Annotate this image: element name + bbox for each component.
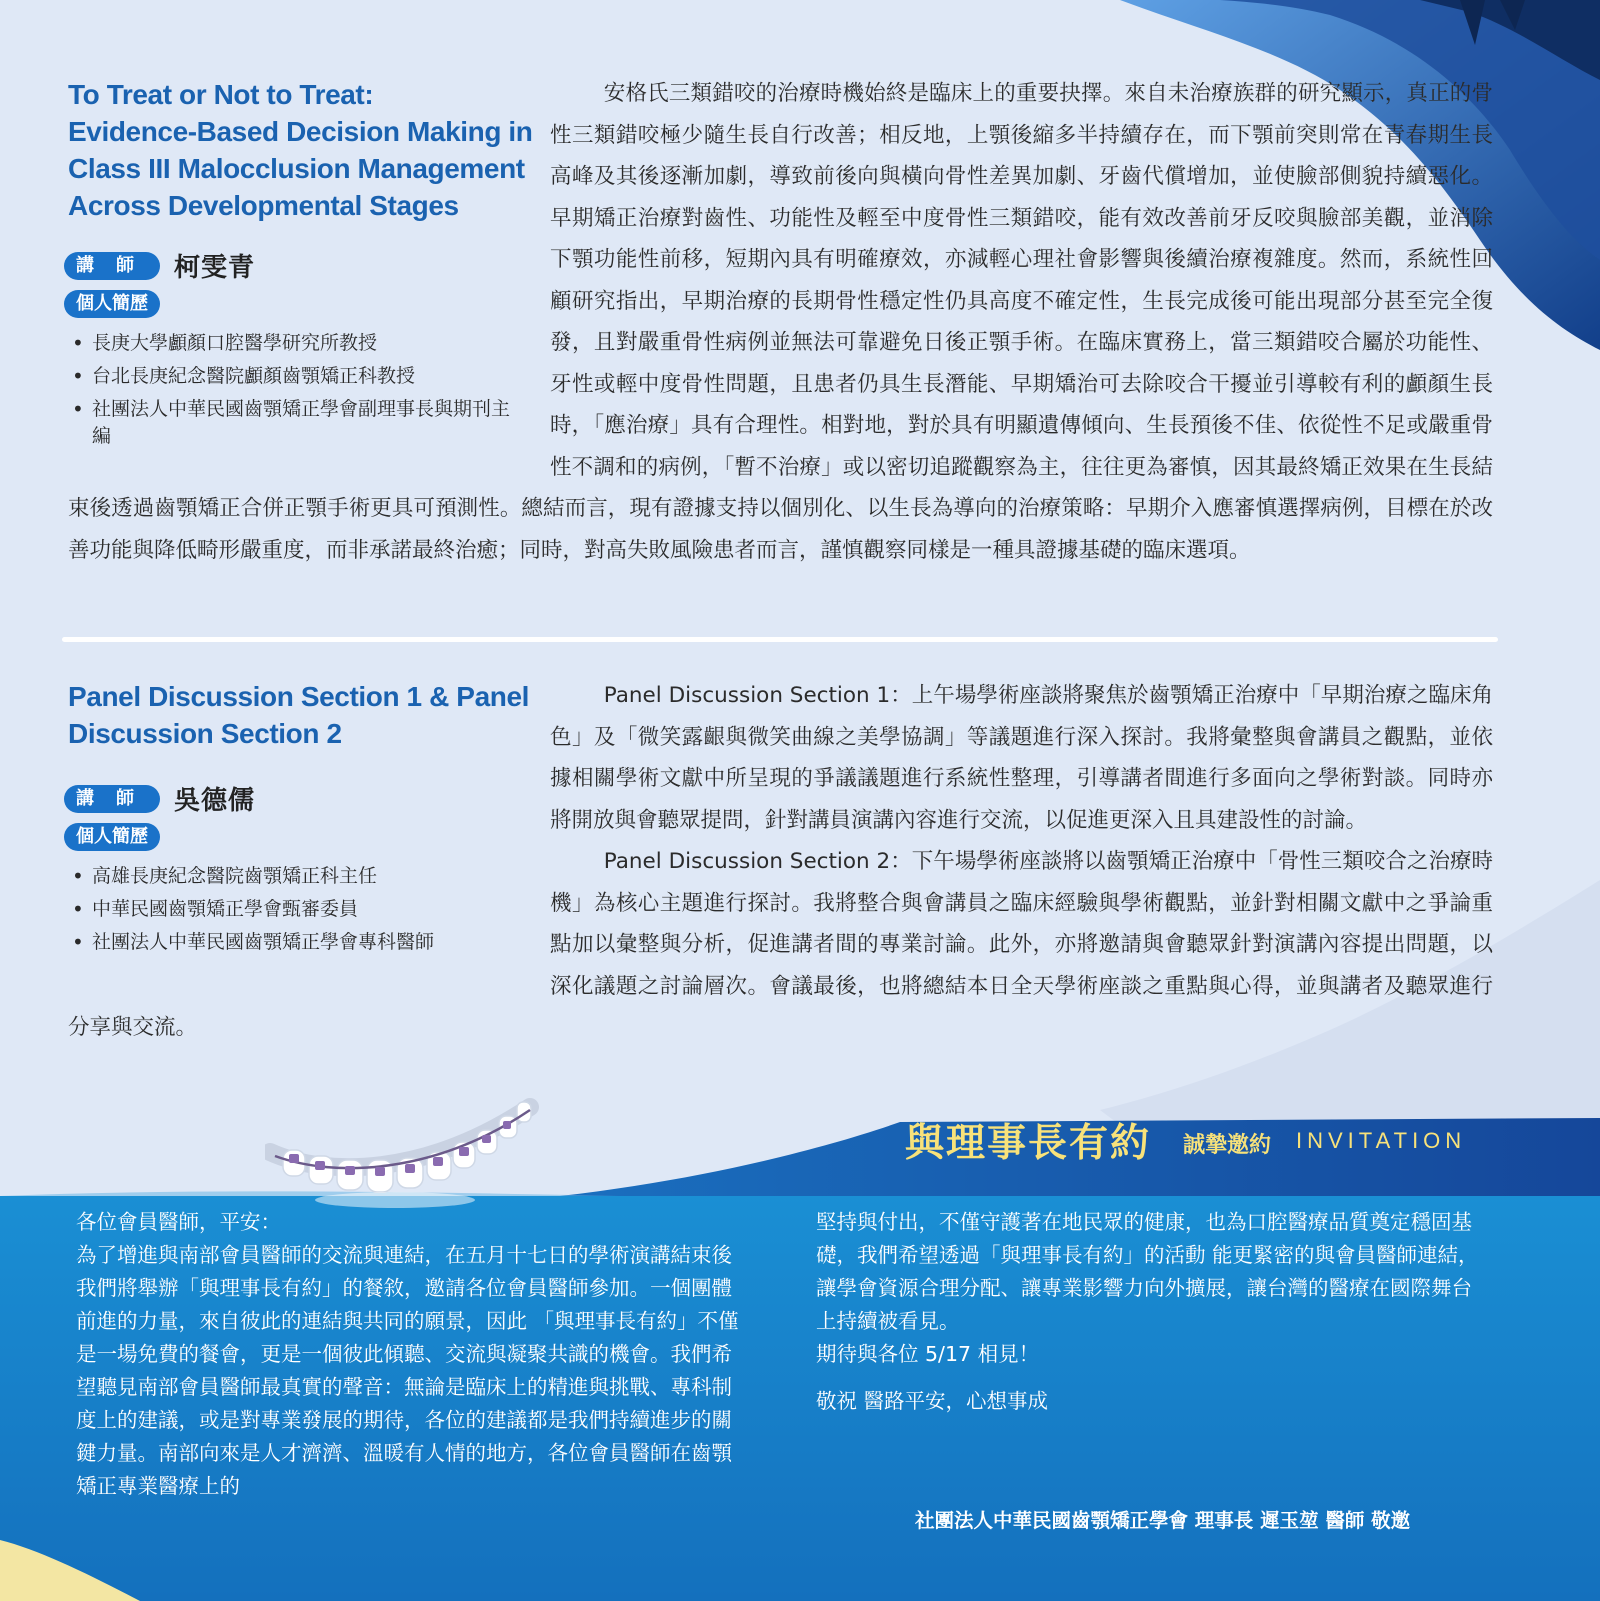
invitation-signature: 社團法人中華民國齒顎矯正學會 理事長 遲玉堃 醫師 敬邀 bbox=[915, 1509, 1411, 1532]
invitation-subtitle-en: INVITATION bbox=[1296, 1128, 1467, 1153]
bio-item: • 社團法人中華民國齒顎矯正學會副理事長與期刊主編 bbox=[72, 396, 512, 450]
section2-paragraph-2: Panel Discussion Section 2：下午場學術座談將以齒顎矯正治療中「骨性三類咬合之治療時機」為核心主題進行探討。我將整合與會講員之臨床經驗與學術觀點，並針對相關文獻中之爭論重點加以彙整與分析，促進講者間的專業討論。此外，亦將邀請與會聽眾針對演講內容提出問題，以深化議題之討論層次。會議最後，也將總結本日全天學術座談之重點與心得，並與講者及聽眾進行分享與交流。 bbox=[68, 849, 1493, 1040]
bio-item: • 中華民國齒顎矯正學會甄審委員 bbox=[72, 896, 512, 923]
bio-label-badge: 個人簡歷 bbox=[64, 290, 160, 318]
speaker-name: 柯雯青 bbox=[174, 253, 256, 283]
section1-body bbox=[68, 73, 1493, 571]
invitation-right-body: 堅持與付出，不僅守護著在地民眾的健康，也為口腔醫療品質奠定穩固基礎，我們希望透過「與理事長有約」的活動 能更緊密的與會員醫師連結，讓學會資源合理分配、讓專業影響力向外擴展，讓台灣的醫療在國際舞台上持續被看見。 bbox=[816, 1210, 1479, 1333]
section1-paragraph: 安格氏三類錯咬的治療時機始終是臨床上的重要抉擇。來自未治療族群的研究顯示，真正的骨性三類錯咬極少隨生長自行改善；相反地，上顎後縮多半持續存在，而下顎前突則常在青春期生長高峰及其後逐漸加劇，導致前後向與橫向骨性差異加劇、牙齒代償增加，並使臉部側貌持續惡化。早期矯正治療對齒性、功能性及輕至中度骨性三類錯咬，能有效改善前牙反咬與臉部美觀，並消除下顎功能性前移，短期內具有明確療效，亦減輕心理社會影響與後續治療複雜度。然而，系統性回顧研究指出，早期治療的長期骨性穩定性仍具高度不確定性，生長完成後可能出現部分甚至完全復發，且對嚴重骨性病例並無法可靠避免日後正顎手術。在臨床實務上，當三類錯咬合屬於功能性、牙性或輕中度骨性問題，且患者仍具生長潛能、早期矯治可去除咬合干擾並引導較有利的顱顏生長時，「應治療」具有合理性。相對地，對於具有明顯遺傳傾向、生長預後不佳、依從性不足或嚴重骨性不調和的病例，「暫不治療」或以密切追蹤觀察為主，往往更為審慎，因其最終矯正效果在生長結束後透過齒顎矯正合併正顎手術更具可預測性。總結而言，現有證據支持以個別化、以生長為導向的治療策略：早期介入應審慎選擇病例，目標在於改善功能與降低畸形嚴重度，而非承諾最終治癒；同時，對高失敗風險患者而言，謹慎觀察同樣是一種具證據基礎的臨床選項。 bbox=[68, 81, 1493, 563]
bio-item: • 台北長庚紀念醫院顱顏齒顎矯正科教授 bbox=[72, 363, 512, 390]
invitation-subtitle: 誠摯邀約 bbox=[1183, 1133, 1272, 1158]
bio-item: • 長庚大學顱顏口腔醫學研究所教授 bbox=[72, 330, 512, 357]
title-line: Evidence-Based Decision Making in bbox=[68, 116, 533, 147]
title-line: Across Developmental Stages bbox=[68, 190, 459, 221]
title-line: Discussion Section 2 bbox=[68, 718, 342, 749]
bio-item: • 社團法人中華民國齒顎矯正學會專科醫師 bbox=[72, 929, 512, 956]
section-divider bbox=[62, 637, 1498, 642]
invitation-title: 與理事長有約 bbox=[905, 1121, 1152, 1166]
invitation-left-body: 為了增進與南部會員醫師的交流與連結，在五月十七日的學術演講結束後 我們將舉辦「與理事長有約」的餐敘，邀請各位會員醫師參加。一個團體前進的力量，來自彼此的連結與共同的願景，因此 「與理事長有約」不僅是一場免費的餐會，更是一個彼此傾聽、交流與凝聚共識的機會。我們希望聽見南部會員醫師最真實的聲音：無論是臨床上的精進與挑戰、專科制度上的建議，或是對專業發展的期待，各位的建議都是我們持續進步的關鍵力量。南部向來是人才濟濟、溫暖有人情的地方，各位會員醫師在齒顎矯正專業醫療上的 bbox=[76, 1243, 739, 1498]
title-line: Panel Discussion Section 1 & Panel bbox=[68, 681, 530, 712]
bio-label-badge: 個人簡歷 bbox=[64, 823, 160, 851]
section2-body bbox=[68, 675, 1493, 1049]
speaker-label-badge: 講師 bbox=[64, 252, 160, 280]
invitation-greeting: 各位會員醫師，平安： bbox=[76, 1210, 281, 1234]
invitation-closing: 期待與各位 5/17 相見！ bbox=[816, 1342, 1040, 1366]
invitation-right-column bbox=[816, 1206, 1492, 1418]
invitation-regards: 敬祝 醫路平安，心想事成 bbox=[816, 1389, 1049, 1413]
section2-paragraph-1: Panel Discussion Section 1：上午場學術座談將聚焦於齒顎矯正治療中「早期治療之臨床角色」及「微笑露齦與微笑曲線之美學協調」等議題進行深入探討。我將彙整與會講員之觀點，並依據相關學術文獻中所呈現的爭議議題進行系統性整理，引導講者間進行多面向之學術對談。同時亦將開放與會聽眾提問，針對講員演講內容進行交流，以促進更深入且具建設性的討論。 bbox=[550, 683, 1493, 833]
bio-item: • 高雄長庚紀念醫院齒顎矯正科主任 bbox=[72, 863, 512, 890]
title-line: To Treat or Not to Treat: bbox=[68, 79, 374, 110]
teeth-with-braces-icon bbox=[265, 1082, 545, 1212]
speaker-name: 吳德儒 bbox=[174, 786, 256, 816]
title-line: Class III Malocclusion Management bbox=[68, 153, 525, 184]
invitation-left-column bbox=[76, 1206, 746, 1503]
speaker-label-badge: 講師 bbox=[64, 785, 160, 813]
